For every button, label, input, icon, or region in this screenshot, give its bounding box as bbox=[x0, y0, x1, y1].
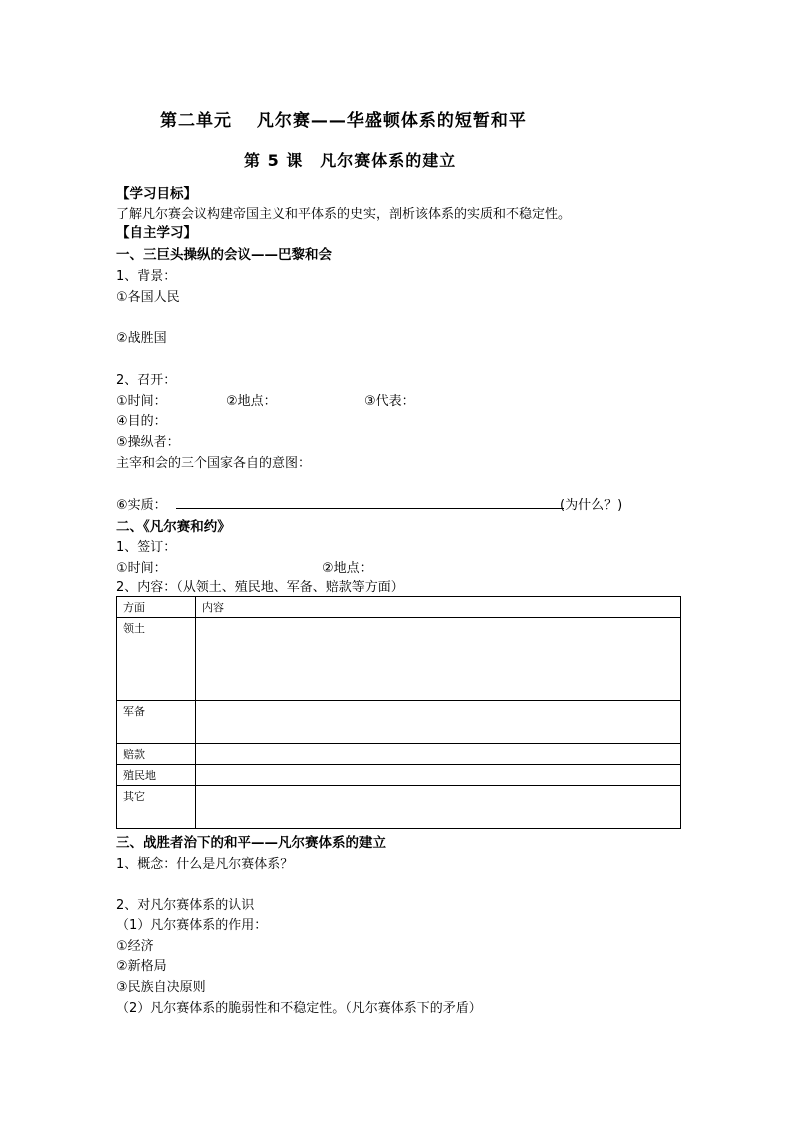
table-row bbox=[117, 744, 681, 765]
three-nations-intentions: 主宰和会的三个国家各自的意图： bbox=[116, 456, 312, 471]
row-content-territory[interactable] bbox=[196, 618, 681, 701]
convene-purpose: ④目的： bbox=[116, 414, 167, 429]
role-label: （1）凡尔赛体系的作用： bbox=[116, 918, 268, 933]
concept-question: 1、概念：什么是凡尔赛体系？ bbox=[116, 857, 294, 872]
part1-title: 一、三巨头操纵的会议——巴黎和会 bbox=[116, 247, 332, 263]
convene-label: 2、召开： bbox=[116, 373, 177, 388]
table-row bbox=[117, 765, 681, 786]
table-header-content: 内容 bbox=[196, 597, 681, 618]
part3-title: 三、战胜者治下的和平——凡尔赛体系的建立 bbox=[116, 835, 386, 851]
convene-time: ①时间： bbox=[116, 394, 167, 409]
convene-delegates: ③代表： bbox=[364, 394, 415, 409]
table-header-row bbox=[117, 597, 681, 618]
fragility-label: （2）凡尔赛体系的脆弱性和不稳定性。（凡尔赛体系下的矛盾） bbox=[116, 1001, 482, 1016]
sign-time: ①时间： bbox=[116, 561, 167, 576]
essence-label: ⑥实质： bbox=[116, 498, 167, 513]
part2-title: 二、《凡尔赛和约》 bbox=[116, 519, 231, 535]
essence-why: (为什么？) bbox=[560, 498, 623, 513]
learning-goal-text: 了解凡尔赛会议构建帝国主义和平体系的史实，剖析该体系的实质和不稳定性。 bbox=[116, 207, 572, 222]
background-label: 1、背景： bbox=[116, 269, 177, 284]
table-row bbox=[117, 618, 681, 701]
table-row bbox=[117, 786, 681, 829]
row-content-colonies[interactable] bbox=[196, 765, 681, 786]
convene-manipulator: ⑤操纵者： bbox=[116, 435, 180, 450]
unit-title: 第二单元 凡尔赛——华盛顿体系的短暂和平 bbox=[160, 111, 527, 131]
row-content-reparations[interactable] bbox=[196, 744, 681, 765]
content-label: 2、内容：（从领土、殖民地、军备、赔款等方面） bbox=[116, 580, 404, 595]
sign-place: ②地点： bbox=[322, 561, 373, 576]
role-item-economy: ①经济 bbox=[116, 939, 154, 954]
understanding-label: 2、对凡尔赛体系的认识 bbox=[116, 898, 255, 913]
row-label-territory: 领土 bbox=[117, 618, 196, 701]
table-row bbox=[117, 701, 681, 744]
sign-label: 1、签订： bbox=[116, 540, 177, 555]
background-item-2: ②战胜国 bbox=[116, 331, 167, 346]
lesson-title: 第 5 课 凡尔赛体系的建立 bbox=[244, 151, 457, 170]
row-label-other: 其它 bbox=[117, 786, 196, 829]
row-content-other[interactable] bbox=[196, 786, 681, 829]
row-content-armament[interactable] bbox=[196, 701, 681, 744]
essence-answer-line bbox=[176, 508, 564, 509]
convene-place: ②地点： bbox=[226, 394, 277, 409]
learning-goal-heading: 【学习目标】 bbox=[116, 186, 197, 202]
background-item-1: ①各国人民 bbox=[116, 290, 180, 305]
role-item-self-determination: ③民族自决原则 bbox=[116, 980, 206, 995]
table-header-aspect: 方面 bbox=[117, 597, 196, 618]
treaty-content-table bbox=[116, 596, 681, 829]
row-label-reparations: 赔款 bbox=[117, 744, 196, 765]
row-label-armament: 军备 bbox=[117, 701, 196, 744]
role-item-new-pattern: ②新格局 bbox=[116, 959, 167, 974]
row-label-colonies: 殖民地 bbox=[117, 765, 196, 786]
self-study-heading: 【自主学习】 bbox=[116, 225, 197, 241]
